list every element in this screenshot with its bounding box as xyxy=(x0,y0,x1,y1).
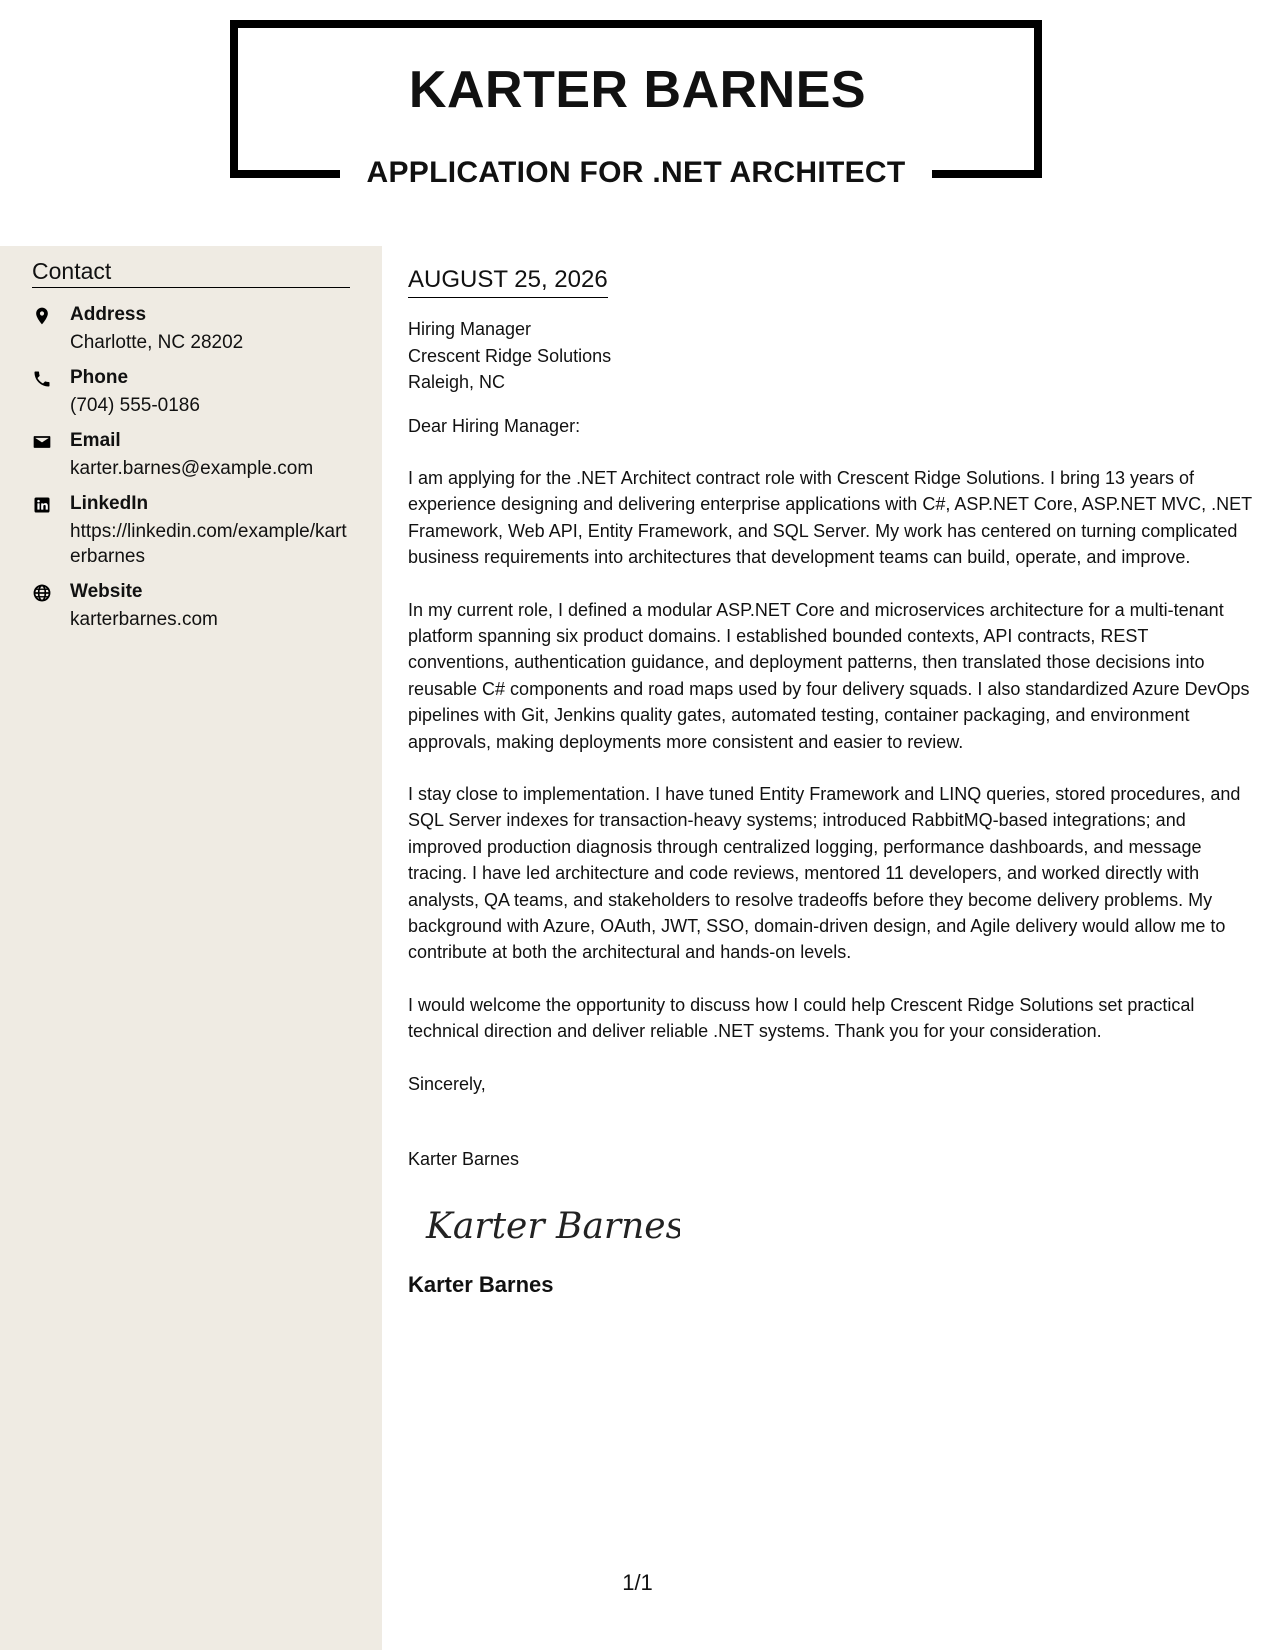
paragraph: I stay close to implementation. I have tuned Entity Framework and LINQ queries, stored procedures, and SQL Server indexes for transaction-heavy systems; introduced RabbitMQ-based integrations; and improved production diagnosis through centralized logging, performance dashboards, and message tracing. I have led architecture and code reviews, mentored 11 developers, and worked directly with analysts, QA teams, and stakeholders to resolve tradeoffs before they become delivery problems. My background with Azure, OAuth, JWT, SSO, domain-driven design, and Agile delivery would allow me to contribute at both the architectural and hands-on levels. xyxy=(408,783,1241,963)
recipient-title: Hiring Manager xyxy=(408,319,532,339)
contact-label: Website xyxy=(70,581,143,602)
signature-image xyxy=(420,1190,1253,1260)
salutation: Dear Hiring Manager: xyxy=(408,415,581,436)
map-pin-icon xyxy=(32,306,54,328)
recipient-location: Raleigh, NC xyxy=(408,372,506,392)
contact-label: Email xyxy=(70,430,121,451)
contact-label: Phone xyxy=(70,367,129,388)
recipient-block xyxy=(408,316,1253,396)
contact-value: Charlotte, NC 28202 xyxy=(70,332,244,353)
linkedin-icon xyxy=(32,495,54,517)
envelope-icon xyxy=(32,432,54,454)
contact-value[interactable]: https://linkedin.com/example/karterbarnes xyxy=(70,521,347,567)
contact-value[interactable]: karterbarnes.com xyxy=(70,609,218,630)
letter-date: AUGUST 25, 2026 xyxy=(408,266,608,298)
closing: Sincerely, xyxy=(408,1073,486,1094)
applicant-name: KARTER BARNES xyxy=(408,61,867,119)
closing-name: Karter Barnes xyxy=(408,1149,520,1170)
globe-icon xyxy=(32,583,54,605)
contact-heading: Contact xyxy=(32,258,350,288)
contact-label: Address xyxy=(70,304,147,325)
contact-value[interactable]: karter.barnes@example.com xyxy=(70,458,314,479)
signature-text: Karter Barnes xyxy=(426,1206,680,1248)
application-title: APPLICATION FOR .NET ARCHITECT xyxy=(340,148,932,198)
phone-icon xyxy=(32,369,54,391)
contact-sidebar xyxy=(0,246,382,1650)
paragraph: In my current role, I defined a modular ASP.NET Core and microservices architecture for a multi-tenant platform spanning six product domains. I established bounded contexts, API contracts, REST conventions, authentication guidance, and deployment patterns, then translated those decisions into reusable C# components and road maps used by four delivery squads. I also standardized Azure DevOps pipelines with Git, Jenkins quality gates, automated testing, container packaging, and environment approvals, making deployments more consistent and easier to review. xyxy=(408,599,1250,752)
letter-text xyxy=(408,413,1253,1098)
recipient-company: Crescent Ridge Solutions xyxy=(408,345,612,366)
paragraph: I am applying for the .NET Architect contract role with Crescent Ridge Solutions. I bring 13 years of experience designing and delivering enterprise applications with C#, ASP.NET Core, ASP.NET MVC, .NET Framework, Web API, Entity Framework, and SQL Server. My work has centered on turning complicated business requirements into architectures that development teams can build, operate, and improve. xyxy=(408,467,1252,568)
contact-label: LinkedIn xyxy=(70,493,149,514)
signer-name: Karter Barnes xyxy=(408,1272,554,1298)
page-number: 1/1 xyxy=(622,1570,653,1595)
contact-value: (704) 555-0186 xyxy=(70,395,200,416)
letter-body xyxy=(408,260,1253,1298)
paragraph: I would welcome the opportunity to discuss how I could help Crescent Ridge Solutions set practical technical direction and deliver reliable .NET systems. Thank you for your consideration. xyxy=(408,994,1195,1042)
